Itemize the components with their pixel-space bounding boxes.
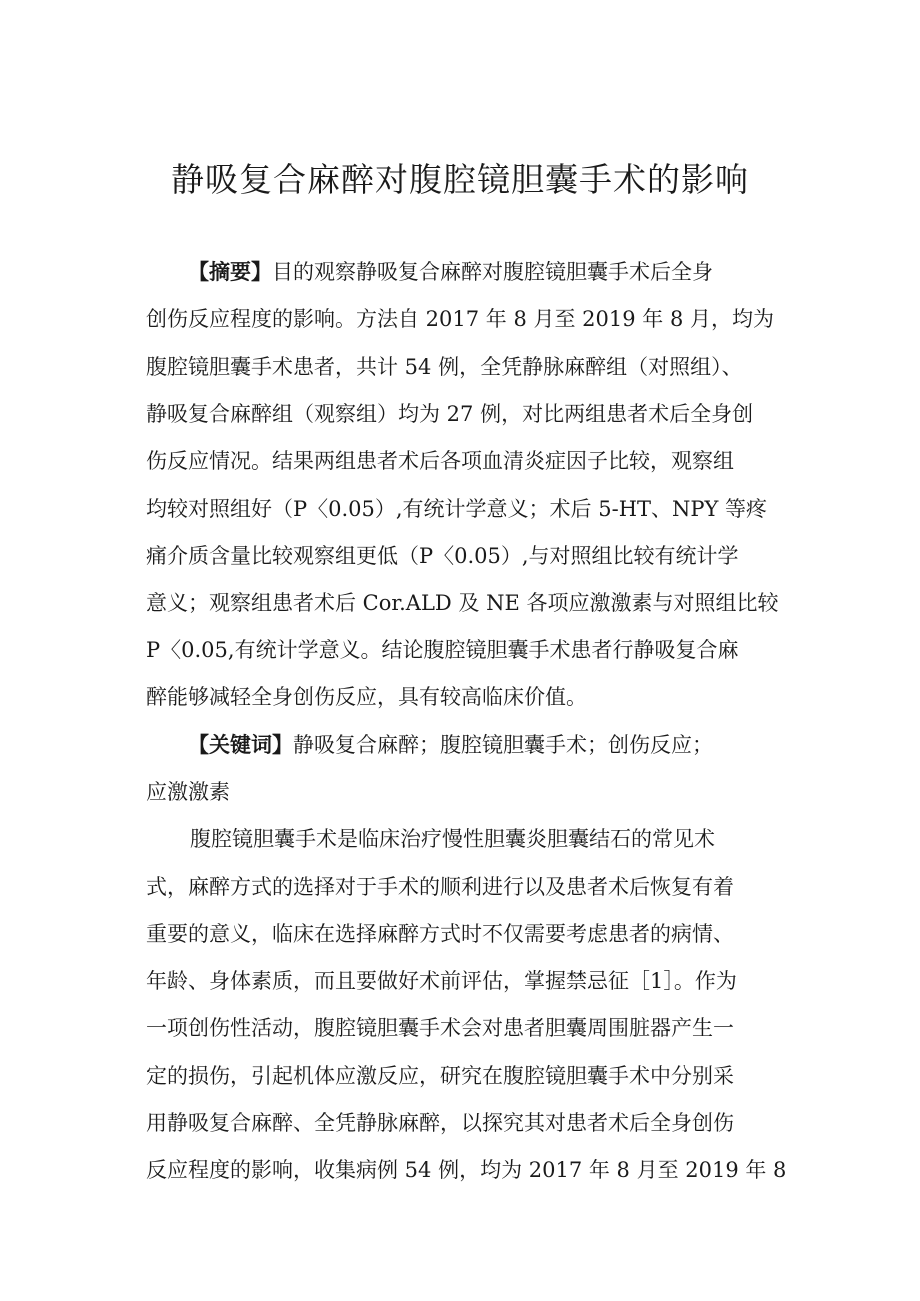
body-line-6: 定的损伤，引起机体应激反应，研究在腹腔镜胆囊手术中分别采 [146, 1064, 734, 1088]
abstract-line-9: P〈0.05,有统计学意义。结论腹腔镜胆囊手术患者行静吸复合麻 [146, 638, 739, 662]
body-line-7: 用静吸复合麻醉、全凭静脉麻醉，以探究其对患者术后全身创伤 [146, 1111, 734, 1135]
abstract-line-6: 均较对照组好（P〈0.05）,有统计学意义；术后 5-HT、NPY 等疼 [146, 497, 768, 521]
body-line-8: 反应程度的影响，收集病例 54 例，均为 2017 年 8 月至 2019 年 8 [146, 1158, 787, 1182]
abstract-line-8: 意义；观察组患者术后 Cor.ALD 及 NE 各项应激激素与对照组比较 [146, 591, 779, 615]
keywords-line-1: 【关键词】静吸复合麻醉；腹腔镜胆囊手术；创伤反应； [188, 733, 713, 757]
keywords-line-2: 应激激素 [146, 780, 230, 804]
abstract-line-5: 伤反应情况。结果两组患者术后各项血清炎症因子比较，观察组 [146, 449, 734, 473]
body-line-2: 式，麻醉方式的选择对于手术的顺利进行以及患者术后恢复有着 [146, 875, 734, 899]
abstract-line-2: 创伤反应程度的影响。方法自 2017 年 8 月至 2019 年 8 月，均为 [146, 307, 775, 331]
document-title: 静吸复合麻醉对腹腔镜胆囊手术的影响 [171, 160, 749, 199]
body-line-1: 腹腔镜胆囊手术是临床治疗慢性胆囊炎胆囊结石的常见术 [190, 827, 715, 851]
abstract-line-1: 【摘要】目的观察静吸复合麻醉对腹腔镜胆囊手术后全身 [188, 260, 713, 284]
body-line-3: 重要的意义，临床在选择麻醉方式时不仅需要考虑患者的病情、 [146, 922, 734, 946]
abstract-line-7: 痛介质含量比较观察组更低（P〈0.05）,与对照组比较有统计学 [146, 544, 739, 568]
body-line-4: 年龄、身体素质，而且要做好术前评估，掌握禁忌征［1］。作为 [146, 969, 737, 993]
abstract-line-4: 静吸复合麻醉组（观察组）均为 27 例，对比两组患者术后全身创 [146, 402, 754, 426]
keywords-label: 【关键词】 [188, 733, 293, 757]
abstract-line-10: 醉能够减轻全身创伤反应，具有较高临床价值。 [146, 685, 587, 709]
abstract-label: 【摘要】 [188, 260, 272, 284]
abstract-line-3: 腹腔镜胆囊手术患者，共计 54 例，全凭静脉麻醉组（对照组）、 [146, 355, 743, 379]
body-line-5: 一项创伤性活动，腹腔镜胆囊手术会对患者胆囊周围脏器产生一 [146, 1016, 734, 1040]
